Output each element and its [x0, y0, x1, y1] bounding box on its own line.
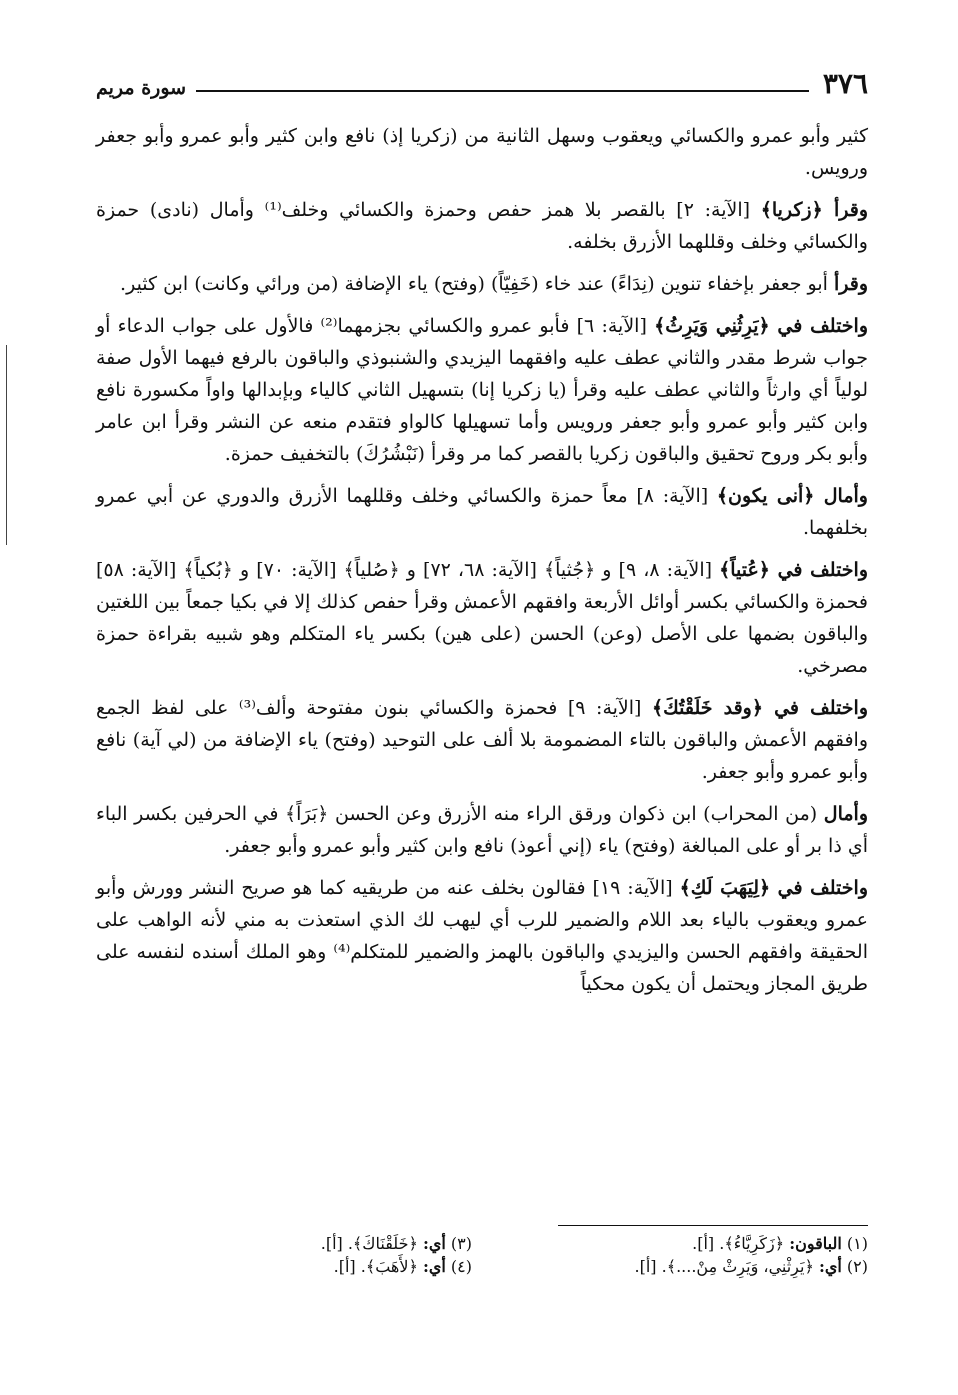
- footnote: (٣) أي: ﴿خَلَقْنَاكَ﴾. [أ].: [320, 1234, 472, 1253]
- paragraph: وقرأ ﴿زكريا﴾ [الآية: ٢] بالقصر بلا همز حفص وحمزة والكسائي وخلف⁽¹⁾ وأمال (نادى) حمزة والكسائي وخلف وقللهما الأزرق بخلفه.: [96, 199, 869, 253]
- footnote-grid: [96, 1234, 868, 1276]
- footnote: (٤) أي: ﴿لأَهَبَ﴾. [أ].: [333, 1257, 472, 1276]
- page: [96, 58, 868, 1010]
- paragraph: وأمال ﴿أنى يكون﴾ [الآية: ٨] معاً حمزة والكسائي وخلف وقللهما الأزرق والدوري عن أبي عمرو بخلفهما.: [96, 485, 868, 539]
- footnotes: [96, 1225, 868, 1276]
- paragraph: وقرأ أبو جعفر بإخفاء تنوين (نِدَاءً) عند خاء (خَفِيّاً) (وفتح) ياء الإضافة (من ورائي وكانت) ابن كثير.: [120, 273, 868, 295]
- margin-mark: [6, 345, 7, 545]
- paragraph: واختلف في ﴿لِيَهَبَ لَكِ﴾ [الآية: ١٩] فقالون بخلف عنه من طريقيه كما هو صريح النشر وورش وأبو عمرو ويعقوب بالياء بعد اللام والضمير للرب أي ليهب لك الذي استعذت به مني لأنه الواهب على الحقيقة وافقهم الحسن واليزيدي والباقون بالهمز والضمير للمتكلم⁽⁴⁾ وهو الملك أسنده لنفسه على طريق المجاز ويحتمل أن يكون محكياً: [96, 877, 868, 995]
- footnote-rule: [558, 1225, 868, 1226]
- footnote: (٢) أي: ﴿يَرِثْنِي، وَيَرِثْ مِنْ....﴾. [أ].: [634, 1257, 868, 1276]
- header-rule: [196, 90, 809, 92]
- footnote: (١) الباقون: ﴿زَكَرِيَّاءُ﴾. [أ].: [692, 1234, 868, 1253]
- paragraph: واختلف في ﴿عُتياً﴾ [الآية: ٨، ٩] و ﴿جُثياً﴾ [الآية: ٦٨، ٧٢] و ﴿صُلياً﴾ [الآية: ٧٠] و ﴿بُكياً﴾ [الآية: ٥٨] فحمزة والكسائي بكسر أوائل الأربعة وافقهم الأعمش وقرأ حفص كذلك إلا في بكيا جمعاً بين اللغتين والباقون بضمها على الأصل (وعن) الحسن (على هين) بكسر ياء المتكلم وهو شبيه بقراءة حمزة مصرخي.: [96, 559, 868, 677]
- body-text: [96, 120, 868, 1000]
- paragraph: وأمال (من المحراب) ابن ذكوان ورقق الراء منه الأزرق وعن الحسن ﴿بَرَاً﴾ في الحرفين بكسر الباء أي ذا بر أو على المبالغة (وفتح) ياء (إني أعوذ) نافع وابن كثير وأبو عمرو وأبو جعفر.: [96, 803, 868, 857]
- page-number: ٣٧٦: [822, 67, 868, 100]
- paragraph: واختلف في ﴿يَرِثُنِي وَيَرِثُ﴾ [الآية: ٦] فأبو عمرو والكسائي بجزمهما⁽²⁾ فالأول على جواب الدعاء أو جواب شرط مقدر والثاني عطف عليه وافقهما اليزيدي والشنبوذي والباقون بالرفع فيهما الأول صفة لولياً أي وارثاً والثاني عطف عليه وقرأ (يا زكريا إنا) بتسهيل الثاني كالياء وبإبدالها واواً مكسورة نافع وابن كثير وأبو عمرو وأبو جعفر ورويس وأما تسهيلها كالواو فتقدم منعه عن النشر وقرأ ابن عامر وأبو بكر وروح تحقيق والباقون زكريا بالقصر كما مر وقرأ (نَبْشُرُكَ) بالتخفيف حمزة.: [96, 315, 868, 465]
- page-header: [96, 58, 868, 98]
- paragraph: كثير وأبو عمرو والكسائي ويعقوب وسهل الثانية من (زكريا إذ) نافع وابن كثير وأبو عمرو وأبو جعفر ورويس.: [96, 125, 868, 179]
- surah-title: سورة مريم: [96, 77, 187, 99]
- paragraph: واختلف في ﴿وقد خَلَقْتُكَ﴾ [الآية: ٩] فحمزة والكسائي بنون مفتوحة وألف⁽³⁾ على لفظ الجمع وافقهم الأعمش والباقون بالتاء المضمومة بلا ألف على التوحيد (وفتح) ياء الإضافة من (لي آية) نافع وأبو عمرو وأبو جعفر.: [96, 697, 868, 783]
